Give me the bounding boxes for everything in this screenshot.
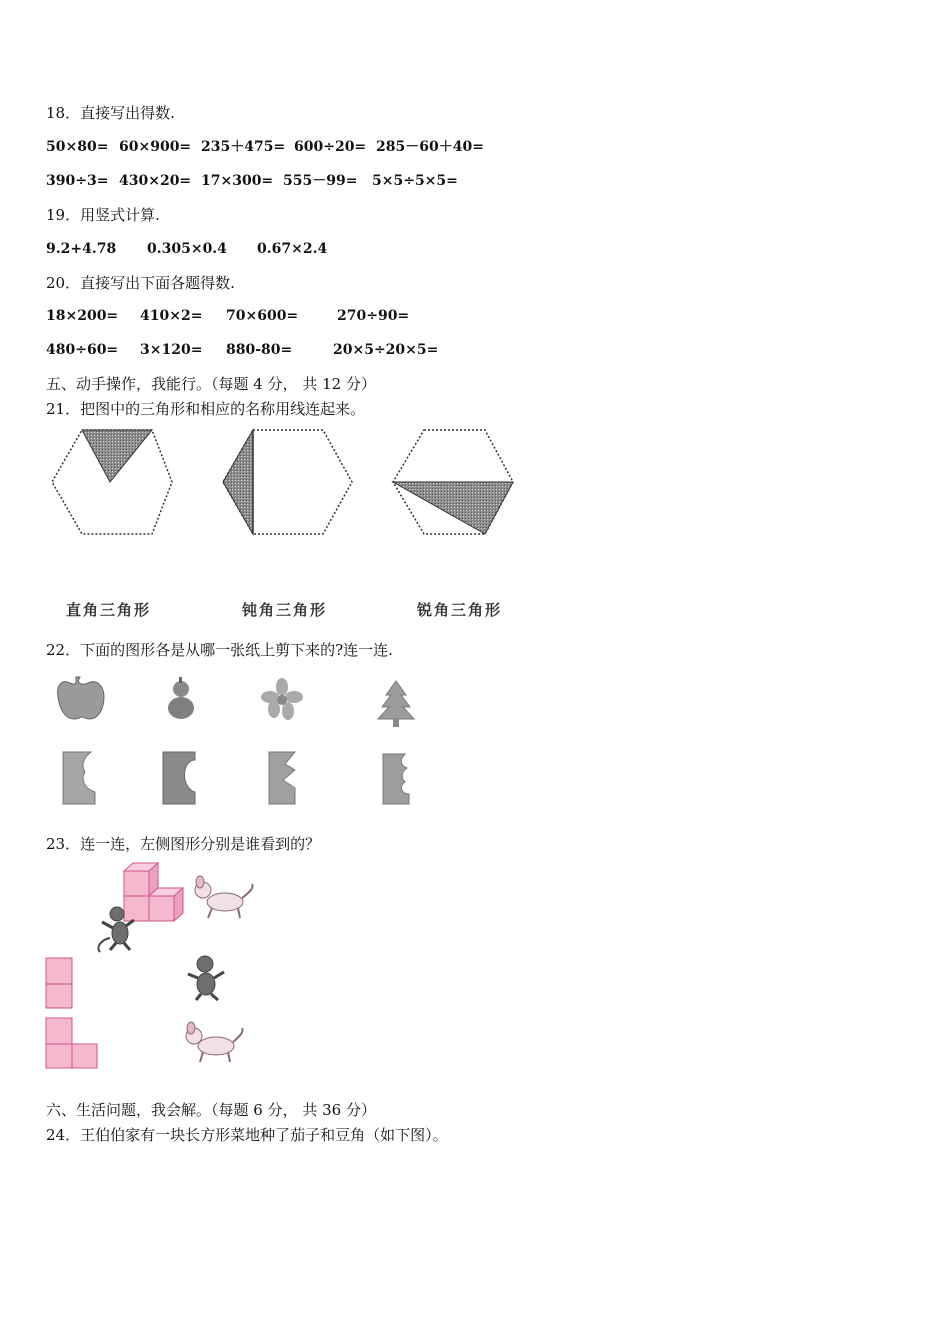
calc-item: 0.305×0.4 xyxy=(147,241,227,257)
label-right-triangle: 直角三角形 xyxy=(66,601,152,619)
calc-item: 555－99= xyxy=(283,173,358,189)
section-6-title: 六、生活问题，我会解。（每题 6 分， 共 36 分） xyxy=(46,1101,376,1119)
monkey-icon xyxy=(188,956,224,1000)
calc-item: 285－60＋40= xyxy=(376,139,484,155)
q22-paper-cutouts xyxy=(55,748,425,808)
calc-item: 9.2+4.78 xyxy=(46,241,117,257)
obtuse-triangle-shaded xyxy=(223,430,253,534)
calc-item: 430×20= xyxy=(119,173,192,189)
q18-title: 18．直接写出得数. xyxy=(46,104,175,122)
calc-item: 3×120= xyxy=(140,342,203,358)
calc-item: 5×5÷5×5= xyxy=(372,173,458,189)
q22-cut-shapes xyxy=(50,675,430,730)
q22-title: 22．下面的图形各是从哪一张纸上剪下来的?连一连. xyxy=(46,641,393,659)
calc-item: 18×200= xyxy=(46,308,119,324)
q23-title: 23．连一连，左侧图形分别是谁看到的？ xyxy=(46,835,321,853)
q21-title: 21．把图中的三角形和相应的名称用线连起来。 xyxy=(46,400,366,418)
gourd-shape-icon xyxy=(168,677,194,719)
calc-item: 20×5÷20×5= xyxy=(333,342,439,358)
calc-item: 60×900= xyxy=(119,139,192,155)
acute-triangle-shaded xyxy=(393,482,513,534)
calc-item: 270÷90= xyxy=(337,308,410,324)
calc-item: 390÷3= xyxy=(46,173,109,189)
tree-shape-icon xyxy=(378,681,414,727)
dog-icon xyxy=(186,1022,243,1062)
calc-item: 600÷20= xyxy=(294,139,367,155)
calc-item: 235＋475= xyxy=(201,139,286,155)
calc-item: 0.67×2.4 xyxy=(257,241,328,257)
calc-item: 70×600= xyxy=(226,308,299,324)
q20-title: 20．直接写出下面各题得数. xyxy=(46,274,235,292)
calc-item: 17×300= xyxy=(201,173,274,189)
paper-cutout-1 xyxy=(63,752,95,804)
q19-title: 19．用竖式计算. xyxy=(46,206,160,224)
section-5-title: 五、动手操作，我能行。（每题 4 分， 共 12 分） xyxy=(46,375,376,393)
apple-shape-icon xyxy=(58,677,104,719)
flower-shape-icon xyxy=(261,678,303,720)
paper-cutout-4 xyxy=(383,754,409,804)
calc-item: 480÷60= xyxy=(46,342,119,358)
right-triangle-shaded xyxy=(82,430,152,482)
calc-item: 50×80= xyxy=(46,139,109,155)
q23-figures xyxy=(40,860,260,1075)
view-l-shape-squares xyxy=(46,1018,97,1068)
hexagon-2 xyxy=(223,430,352,534)
calc-item: 880-80= xyxy=(226,342,293,358)
q24-title: 24．王伯伯家有一块长方形菜地种了茄子和豆角（如下图）。 xyxy=(46,1126,448,1144)
dog-icon xyxy=(195,876,253,918)
q21-hexagon-figures xyxy=(40,420,530,545)
cube-stack xyxy=(124,863,183,921)
label-acute-triangle: 锐角三角形 xyxy=(417,601,503,619)
label-obtuse-triangle: 钝角三角形 xyxy=(242,601,328,619)
hexagon-1 xyxy=(52,430,172,534)
paper-cutout-2 xyxy=(163,752,195,804)
paper-cutout-3 xyxy=(269,752,295,804)
hexagon-3 xyxy=(393,430,513,534)
calc-item: 410×2= xyxy=(140,308,203,324)
view-two-stacked-squares xyxy=(46,958,72,1008)
